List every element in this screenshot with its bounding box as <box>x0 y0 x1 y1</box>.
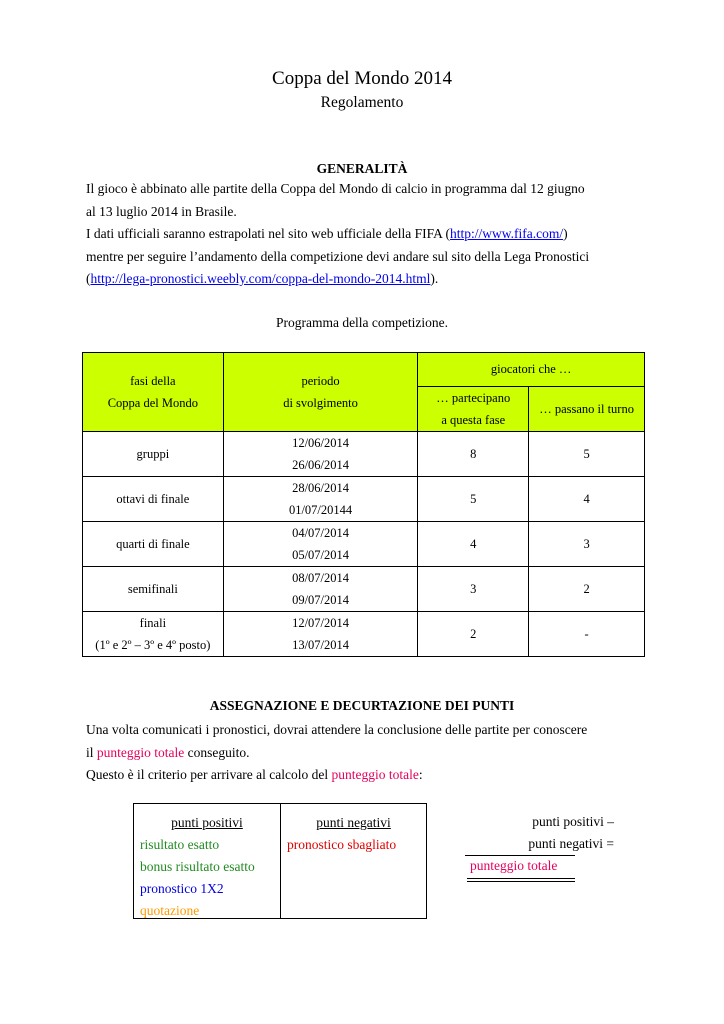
punteggio-totale-highlight: punteggio totale <box>96 744 185 760</box>
punti-line-1: Una volta comunicati i pronostici, dovrai attendere la conclusione delle partite per conoscere <box>86 722 588 737</box>
row-date-start: 12/07/2014 <box>292 616 350 630</box>
header-period-line-2: di svolgimento <box>283 396 358 410</box>
row-participants: 5 <box>418 477 529 522</box>
section-heading-punti: ASSEGNAZIONE E DECURTAZIONE DEI PUNTI <box>209 698 515 713</box>
formula <box>464 811 614 857</box>
generalita-line-5-open: ( <box>86 271 91 286</box>
row-participants: 2 <box>418 612 529 657</box>
row-date-end: 13/07/2014 <box>292 638 350 652</box>
formula-result: punteggio totale <box>470 858 558 873</box>
row-advance: 5 <box>529 432 645 477</box>
program-caption: Programma della competizione. <box>275 315 449 330</box>
row-phase: ottavi di finale <box>83 477 224 522</box>
positive-points-column <box>134 804 281 918</box>
header-participants <box>418 387 529 432</box>
row-date-start: 08/07/2014 <box>292 571 350 585</box>
row-advance: 3 <box>529 522 645 567</box>
row-phase-line-1: finali <box>139 616 167 630</box>
generalita-paragraph <box>86 178 646 291</box>
punti-line-2-start: il <box>86 744 97 760</box>
generalita-line-4: mentre per seguire l’andamento della competizione devi andare sul sito della Lega Pronostici <box>86 248 590 264</box>
table-row <box>83 567 645 612</box>
schedule-table <box>82 352 645 657</box>
row-date-end: 01/07/20144 <box>288 503 353 517</box>
table-header-row <box>83 353 645 387</box>
row-advance: 4 <box>529 477 645 522</box>
punti-line-2-end: conseguito. <box>184 744 250 760</box>
section-heading-generalita: GENERALITÀ <box>316 161 408 176</box>
row-phase: semifinali <box>83 567 224 612</box>
positive-points-list <box>134 834 280 922</box>
table-row <box>83 522 645 567</box>
row-date-end: 05/07/2014 <box>292 548 350 562</box>
generalita-line-1: Il gioco è abbinato alle partite della Coppa del Mondo di calcio in programma dal 12 giugno <box>86 181 585 196</box>
punti-line-3 <box>86 764 646 787</box>
header-phase <box>83 353 224 432</box>
punti-line-2 <box>86 742 646 765</box>
generalita-line-3-text: I dati ufficiali saranno estrapolati nel sito web ufficiale della FIFA ( <box>86 226 451 241</box>
generalita-line-3-end: ) <box>563 226 568 241</box>
negative-header-wrap <box>281 812 426 834</box>
row-phase: quarti di finale <box>83 522 224 567</box>
document-subtitle: Regolamento <box>320 94 404 111</box>
generalita-line-5 <box>86 268 646 291</box>
points-box <box>133 803 427 919</box>
document-title: Coppa del Mondo 2014 <box>272 68 452 89</box>
result-underline-1 <box>467 878 575 879</box>
positive-points-header: punti positivi <box>171 815 243 830</box>
row-date-end: 09/07/2014 <box>292 593 350 607</box>
header-participants-line-2: a questa fase <box>441 413 506 427</box>
row-period <box>223 612 418 657</box>
row-participants: 4 <box>418 522 529 567</box>
row-phase-line-2: (1º e 2º – 3º e 4º posto) <box>95 638 211 652</box>
result-underline-2 <box>467 881 575 882</box>
positive-item-exact-result: risultato esatto <box>140 837 220 852</box>
row-date-start: 12/06/2014 <box>292 436 350 450</box>
negative-points-column <box>281 804 426 918</box>
positive-header-wrap <box>134 812 280 834</box>
row-phase <box>83 612 224 657</box>
formula-line-negative: punti negativi = <box>528 836 614 851</box>
row-period <box>223 567 418 612</box>
punti-line-3-start: Questo è il criterio per arrivare al calcolo del <box>86 767 332 782</box>
row-date-start: 28/06/2014 <box>292 481 350 495</box>
positive-item-bonus: bonus risultato esatto <box>140 859 255 874</box>
punti-paragraph <box>86 719 646 787</box>
row-phase: gruppi <box>83 432 224 477</box>
lega-pronostici-link[interactable]: http://lega-pronostici.weebly.com/coppa-del-mondo-2014.html <box>90 271 431 286</box>
generalita-line-3 <box>86 223 646 246</box>
negative-points-header: punti negativi <box>316 815 391 830</box>
header-period-line-1: periodo <box>301 374 340 388</box>
row-period <box>223 522 418 567</box>
header-players: giocatori che … <box>418 353 645 387</box>
positive-item-1x2: pronostico 1X2 <box>140 881 224 896</box>
row-date-start: 04/07/2014 <box>292 526 350 540</box>
row-advance: 2 <box>529 567 645 612</box>
generalita-line-2: al 13 luglio 2014 in Brasile. <box>86 203 237 219</box>
row-period <box>223 432 418 477</box>
header-advance: … passano il turno <box>529 387 645 432</box>
header-phase-line-1: fasi della <box>130 374 176 388</box>
header-participants-line-1: … partecipano <box>436 391 511 405</box>
punti-line-3-end: : <box>418 767 423 782</box>
fifa-link[interactable]: http://www.fifa.com/ <box>450 226 564 241</box>
negative-points-list <box>281 834 426 856</box>
formula-line-positive: punti positivi – <box>532 814 614 829</box>
row-date-end: 26/06/2014 <box>292 458 350 472</box>
positive-item-quotazione: quotazione <box>140 903 200 918</box>
table-row <box>83 477 645 522</box>
table-row <box>83 612 645 657</box>
header-period <box>223 353 418 432</box>
row-participants: 8 <box>418 432 529 477</box>
row-participants: 3 <box>418 567 529 612</box>
table-row <box>83 432 645 477</box>
negative-item-wrong-prediction: pronostico sbagliato <box>287 837 397 852</box>
punteggio-totale-highlight: punteggio totale <box>331 767 419 782</box>
row-period <box>223 477 418 522</box>
header-phase-line-2: Coppa del Mondo <box>107 396 198 410</box>
generalita-line-5-close: ). <box>430 271 439 286</box>
row-advance: - <box>529 612 645 657</box>
